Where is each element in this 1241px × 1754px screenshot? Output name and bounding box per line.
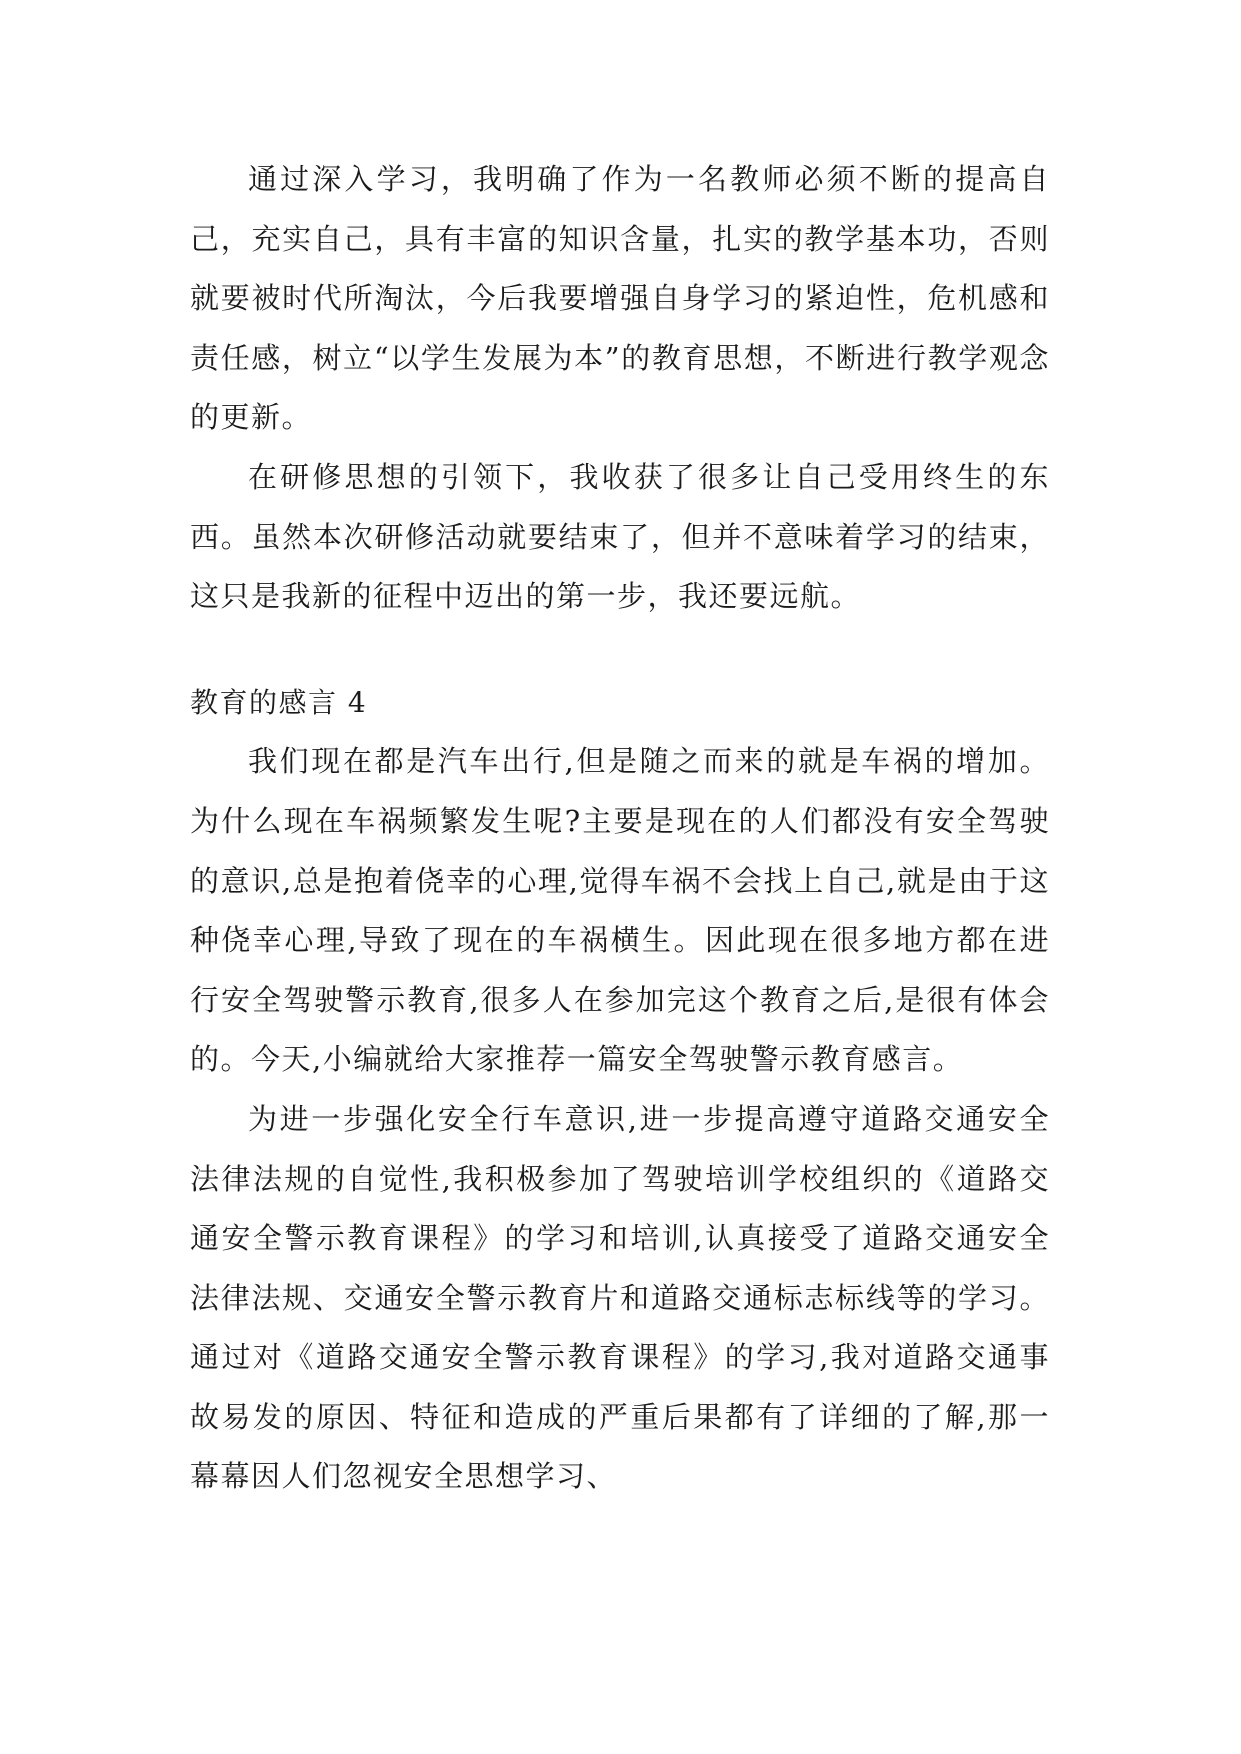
paragraph-teacher-study: 通过深入学习，我明确了作为一名教师必须不断的提高自己，充实自己，具有丰富的知识含量，扎实的教学基本功，否则就要被时代所淘汰，今后我要增强自身学习的紧迫性，危机感和责任感，树立“以学生发展为本”的教育思想，不断进行教学观念的更新。 — [190, 162, 1050, 435]
section-spacer — [190, 627, 1050, 673]
paragraph-traffic-safety-course: 为进一步强化安全行车意识,进一步提高遵守道路交通安全法律法规的自觉性,我积极参加了驾驶培训学校组织的《道路交通安全警示教育课程》的学习和培训,认真接受了道路交通安全法律法规、交通安全警示教育片和道路交通标志标线等的学习。通过对《道路交通安全警示教育课程》的学习,我对道路交通事故易发的原因、特征和造成的严重后果都有了详细的了解,那一幕幕因人们忽视安全思想学习、 — [190, 1101, 1050, 1494]
section-title: 教育的感言 4 — [190, 685, 368, 719]
paragraph-car-accidents: 我们现在都是汽车出行,但是随之而来的就是车祸的增加。为什么现在车祸频繁发生呢?主要是现在的人们都没有安全驾驶的意识,总是抱着侥幸的心理,觉得车祸不会找上自己,就是由于这种侥幸心理,导致了现在的车祸横生。因此现在很多地方都在进行安全驾驶警示教育,很多人在参加完这个教育之后,是很有体会的。今天,小编就给大家推荐一篇安全驾驶警示教育感言。 — [190, 744, 1050, 1077]
paragraph-training-harvest: 在研修思想的引领下，我收获了很多让自己受用终生的东西。虽然本次研修活动就要结束了，但并不意味着学习的结束，这只是我新的征程中迈出的第一步，我还要远航。 — [190, 459, 1050, 614]
document-body — [190, 150, 1050, 1507]
